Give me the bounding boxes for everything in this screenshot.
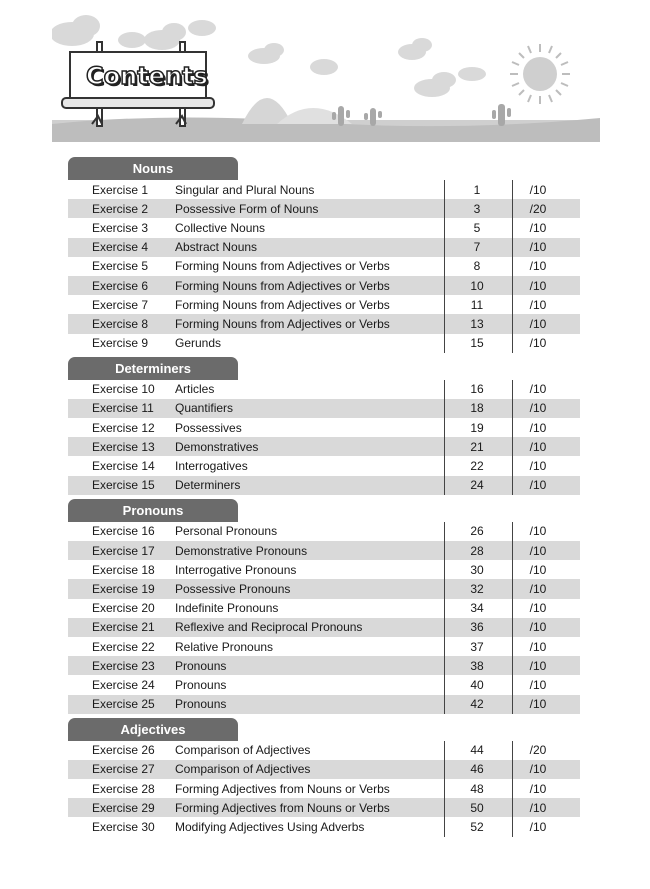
- table-row: [68, 218, 580, 237]
- page-number: 3: [473, 201, 481, 216]
- score-box: /10: [529, 658, 547, 673]
- table-row: [68, 456, 580, 475]
- page-number: 28: [470, 543, 484, 558]
- column-divider: [444, 741, 445, 837]
- score-box: /10: [529, 581, 547, 596]
- table-row: [68, 334, 580, 353]
- score-box: /10: [529, 524, 547, 539]
- table-row: [68, 522, 580, 541]
- exercise-topic: Modifying Adjectives Using Adverbs: [175, 820, 365, 835]
- exercise-number: Exercise 28: [92, 781, 155, 796]
- page-number: 22: [470, 459, 484, 474]
- table-row: [68, 637, 580, 656]
- page-number: 30: [470, 562, 484, 577]
- exercise-topic: Indefinite Pronouns: [175, 601, 279, 616]
- score-box: /10: [529, 562, 547, 577]
- exercise-topic: Interrogatives: [175, 459, 248, 474]
- table-row: [68, 817, 580, 836]
- score-box: /10: [529, 820, 547, 835]
- exercise-number: Exercise 14: [92, 459, 155, 474]
- exercise-number: Exercise 9: [92, 336, 149, 351]
- exercise-topic: Collective Nouns: [175, 220, 266, 235]
- exercise-topic: Relative Pronouns: [175, 639, 274, 654]
- exercise-number: Exercise 7: [92, 297, 149, 312]
- table-row: [68, 798, 580, 817]
- exercise-topic: Demonstratives: [175, 439, 259, 454]
- section-heading: Determiners: [68, 357, 238, 380]
- page-number: 7: [473, 240, 481, 255]
- contents-table: [68, 157, 580, 837]
- page-title: Contents: [86, 62, 208, 90]
- exercise-topic: Possessive Form of Nouns: [175, 201, 319, 216]
- section-pronouns: [68, 499, 580, 714]
- exercise-topic: Gerunds: [175, 336, 222, 351]
- score-box: /10: [529, 278, 547, 293]
- table-row: [68, 238, 580, 257]
- page-number: 26: [470, 524, 484, 539]
- sun-icon: [510, 44, 570, 104]
- exercise-topic: Pronouns: [175, 677, 227, 692]
- score-box: /10: [529, 762, 547, 777]
- table-row: [68, 675, 580, 694]
- table-row: [68, 437, 580, 456]
- exercise-topic: Comparison of Adjectives: [175, 743, 311, 758]
- exercise-topic: Pronouns: [175, 697, 227, 712]
- page-number: 46: [470, 762, 484, 777]
- score-box: /10: [529, 259, 547, 274]
- column-divider: [512, 180, 513, 353]
- page-number: 32: [470, 581, 484, 596]
- section-nouns: [68, 157, 580, 353]
- exercise-number: Exercise 5: [92, 259, 149, 274]
- exercise-number: Exercise 1: [92, 182, 149, 197]
- exercise-topic: Forming Nouns from Adjectives or Verbs: [175, 259, 390, 274]
- section-determiners: [68, 357, 580, 495]
- section-heading: Pronouns: [68, 499, 238, 522]
- exercise-number: Exercise 8: [92, 316, 149, 331]
- section-adjectives: [68, 718, 580, 837]
- exercise-topic: Forming Adjectives from Nouns or Verbs: [175, 781, 390, 796]
- table-row: [68, 579, 580, 598]
- exercise-topic: Demonstrative Pronouns: [175, 543, 308, 558]
- table-row: [68, 695, 580, 714]
- exercise-number: Exercise 10: [92, 382, 155, 397]
- exercise-number: Exercise 17: [92, 543, 155, 558]
- exercise-number: Exercise 6: [92, 278, 149, 293]
- page-number: 18: [470, 401, 484, 416]
- table-row: [68, 295, 580, 314]
- score-box: /10: [529, 800, 547, 815]
- score-box: /10: [529, 382, 547, 397]
- column-divider: [444, 380, 445, 495]
- page-number: 50: [470, 800, 484, 815]
- table-row: [68, 257, 580, 276]
- table-row: [68, 314, 580, 333]
- exercise-number: Exercise 3: [92, 220, 149, 235]
- score-box: /10: [529, 639, 547, 654]
- page-number: 36: [470, 620, 484, 635]
- exercise-number: Exercise 25: [92, 697, 155, 712]
- table-row: [68, 418, 580, 437]
- exercise-number: Exercise 22: [92, 639, 155, 654]
- exercise-topic: Forming Nouns from Adjectives or Verbs: [175, 278, 390, 293]
- page-number: 16: [470, 382, 484, 397]
- score-box: /10: [529, 182, 547, 197]
- exercise-number: Exercise 27: [92, 762, 155, 777]
- page-number: 24: [470, 478, 484, 493]
- page-number: 34: [470, 601, 484, 616]
- table-row: [68, 760, 580, 779]
- exercise-topic: Forming Adjectives from Nouns or Verbs: [175, 800, 390, 815]
- score-box: /10: [529, 459, 547, 474]
- score-box: /10: [529, 316, 547, 331]
- page-number: 48: [470, 781, 484, 796]
- exercise-topic: Reflexive and Reciprocal Pronouns: [175, 620, 363, 635]
- exercise-topic: Abstract Nouns: [175, 240, 258, 255]
- section-rows: [68, 522, 580, 714]
- table-row: [68, 199, 580, 218]
- table-row: [68, 779, 580, 798]
- exercise-topic: Pronouns: [175, 658, 227, 673]
- exercise-number: Exercise 19: [92, 581, 155, 596]
- exercise-topic: Forming Nouns from Adjectives or Verbs: [175, 316, 390, 331]
- score-box: /10: [529, 240, 547, 255]
- score-box: /10: [529, 220, 547, 235]
- section-rows: [68, 380, 580, 495]
- column-divider: [512, 522, 513, 714]
- exercise-number: Exercise 30: [92, 820, 155, 835]
- column-divider: [444, 522, 445, 714]
- score-box: /20: [529, 743, 547, 758]
- exercise-number: Exercise 2: [92, 201, 149, 216]
- table-row: [68, 618, 580, 637]
- exercise-number: Exercise 13: [92, 439, 155, 454]
- table-row: [68, 380, 580, 399]
- exercise-number: Exercise 12: [92, 420, 155, 435]
- page-number: 38: [470, 658, 484, 673]
- score-box: /10: [529, 439, 547, 454]
- section-heading: Nouns: [68, 157, 238, 180]
- column-divider: [512, 741, 513, 837]
- table-row: [68, 399, 580, 418]
- exercise-topic: Singular and Plural Nouns: [175, 182, 315, 197]
- exercise-number: Exercise 29: [92, 800, 155, 815]
- table-row: [68, 560, 580, 579]
- page-number: 44: [470, 743, 484, 758]
- page-number: 37: [470, 639, 484, 654]
- exercise-number: Exercise 20: [92, 601, 155, 616]
- column-divider: [512, 380, 513, 495]
- section-heading: Adjectives: [68, 718, 238, 741]
- exercise-topic: Forming Nouns from Adjectives or Verbs: [175, 297, 390, 312]
- score-box: /10: [529, 336, 547, 351]
- exercise-number: Exercise 16: [92, 524, 155, 539]
- score-box: /10: [529, 620, 547, 635]
- score-box: /10: [529, 677, 547, 692]
- table-row: [68, 180, 580, 199]
- score-box: /10: [529, 401, 547, 416]
- page-number: 19: [470, 420, 484, 435]
- table-row: [68, 476, 580, 495]
- exercise-topic: Quantifiers: [175, 401, 234, 416]
- exercise-number: Exercise 18: [92, 562, 155, 577]
- table-row: [68, 541, 580, 560]
- table-row: [68, 741, 580, 760]
- score-box: /10: [529, 543, 547, 558]
- section-rows: [68, 180, 580, 353]
- table-row: [68, 599, 580, 618]
- page-number: 42: [470, 697, 484, 712]
- page-number: 8: [473, 259, 481, 274]
- exercise-number: Exercise 4: [92, 240, 149, 255]
- page-number: 5: [473, 220, 481, 235]
- exercise-number: Exercise 24: [92, 677, 155, 692]
- exercise-topic: Personal Pronouns: [175, 524, 278, 539]
- exercise-topic: Articles: [175, 382, 215, 397]
- page-number: 1: [473, 182, 481, 197]
- exercise-topic: Possessives: [175, 420, 242, 435]
- score-box: /10: [529, 420, 547, 435]
- exercise-number: Exercise 15: [92, 478, 155, 493]
- page-number: 21: [470, 439, 484, 454]
- page-number: 40: [470, 677, 484, 692]
- score-box: /10: [529, 601, 547, 616]
- section-rows: [68, 741, 580, 837]
- exercise-topic: Possessive Pronouns: [175, 581, 291, 596]
- exercise-number: Exercise 11: [92, 401, 154, 416]
- score-box: /20: [529, 201, 547, 216]
- table-row: [68, 656, 580, 675]
- page-number: 15: [470, 336, 484, 351]
- table-row: [68, 276, 580, 295]
- page-number: 13: [470, 316, 484, 331]
- exercise-number: Exercise 23: [92, 658, 155, 673]
- exercise-number: Exercise 21: [92, 620, 155, 635]
- exercise-topic: Interrogative Pronouns: [175, 562, 297, 577]
- column-divider: [444, 180, 445, 353]
- exercise-topic: Comparison of Adjectives: [175, 762, 311, 777]
- score-box: /10: [529, 478, 547, 493]
- page-number: 10: [470, 278, 484, 293]
- exercise-number: Exercise 26: [92, 743, 155, 758]
- score-box: /10: [529, 697, 547, 712]
- score-box: /10: [529, 297, 547, 312]
- page-number: 11: [470, 297, 484, 312]
- score-box: /10: [529, 781, 547, 796]
- exercise-topic: Determiners: [175, 478, 241, 493]
- page-number: 52: [470, 820, 484, 835]
